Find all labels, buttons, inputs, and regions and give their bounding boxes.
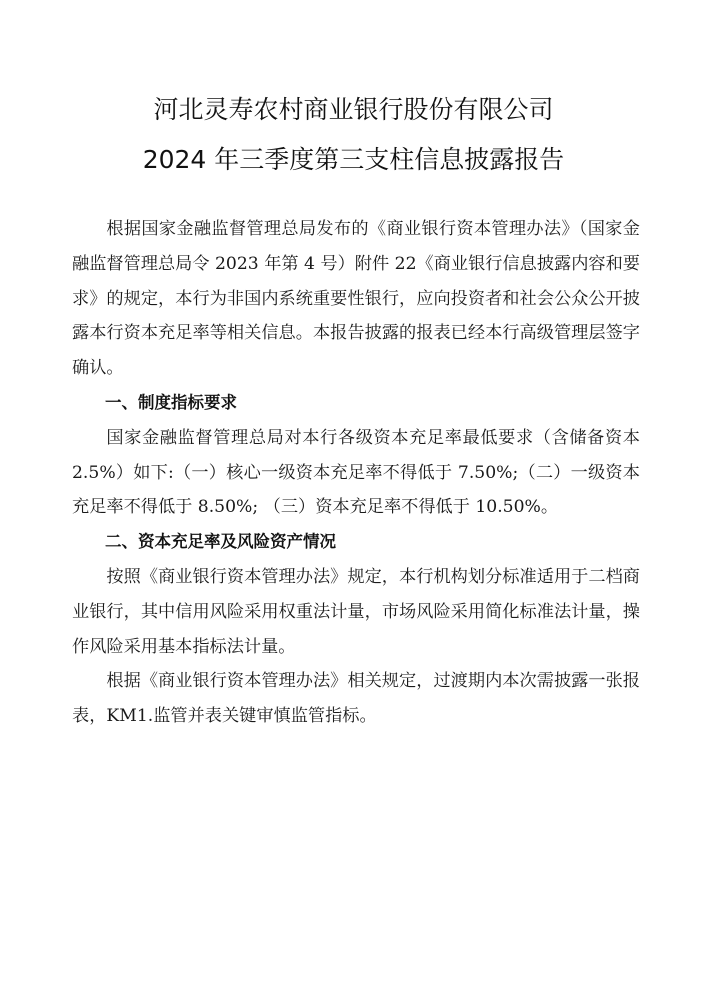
document-title-line-2: 2024 年三季度第三支柱信息披露报告 bbox=[142, 145, 565, 174]
section-2-paragraph-2: 根据《商业银行资本管理办法》相关规定，过渡期内本次需披露一张报表，KM1.监管并表关键审慎监管指标。 bbox=[72, 671, 640, 727]
intro-paragraph: 根据国家金融监督管理总局发布的《商业银行资本管理办法》（国家金融监督管理总局令 2023 年第 4 号）附件 22《商业银行信息披露内容和要求》的规定，本行为非国内系统重要性银行，应向投资者和社会公众公开披露本行资本充足率等相关信息。本报告披露的报表已经本行高级管理层签字确认。 bbox=[72, 219, 640, 379]
section-2-heading: 二、资本充足率及风险资产情况 bbox=[105, 532, 336, 552]
section-1-paragraph: 国家金融监督管理总局对本行各级资本充足率最低要求（含储备资本 2.5%）如下:（一）核心一级资本充足率不得低于 7.50%;（二）一级资本充足率不得低于 8.50%; （三）资本充足率不得低于 10.50%。 bbox=[72, 427, 640, 518]
document-title-line-1: 河北灵寿农村商业银行股份有限公司 bbox=[153, 95, 554, 124]
section-1-heading: 一、制度指标要求 bbox=[105, 392, 237, 412]
section-2-paragraph-1: 按照《商业银行资本管理办法》规定，本行机构划分标准适用于二档商业银行，其中信用风险采用权重法计量，市场风险采用简化标准法计量，操作风险采用基本指标法计量。 bbox=[72, 566, 640, 657]
document-body bbox=[72, 212, 640, 734]
